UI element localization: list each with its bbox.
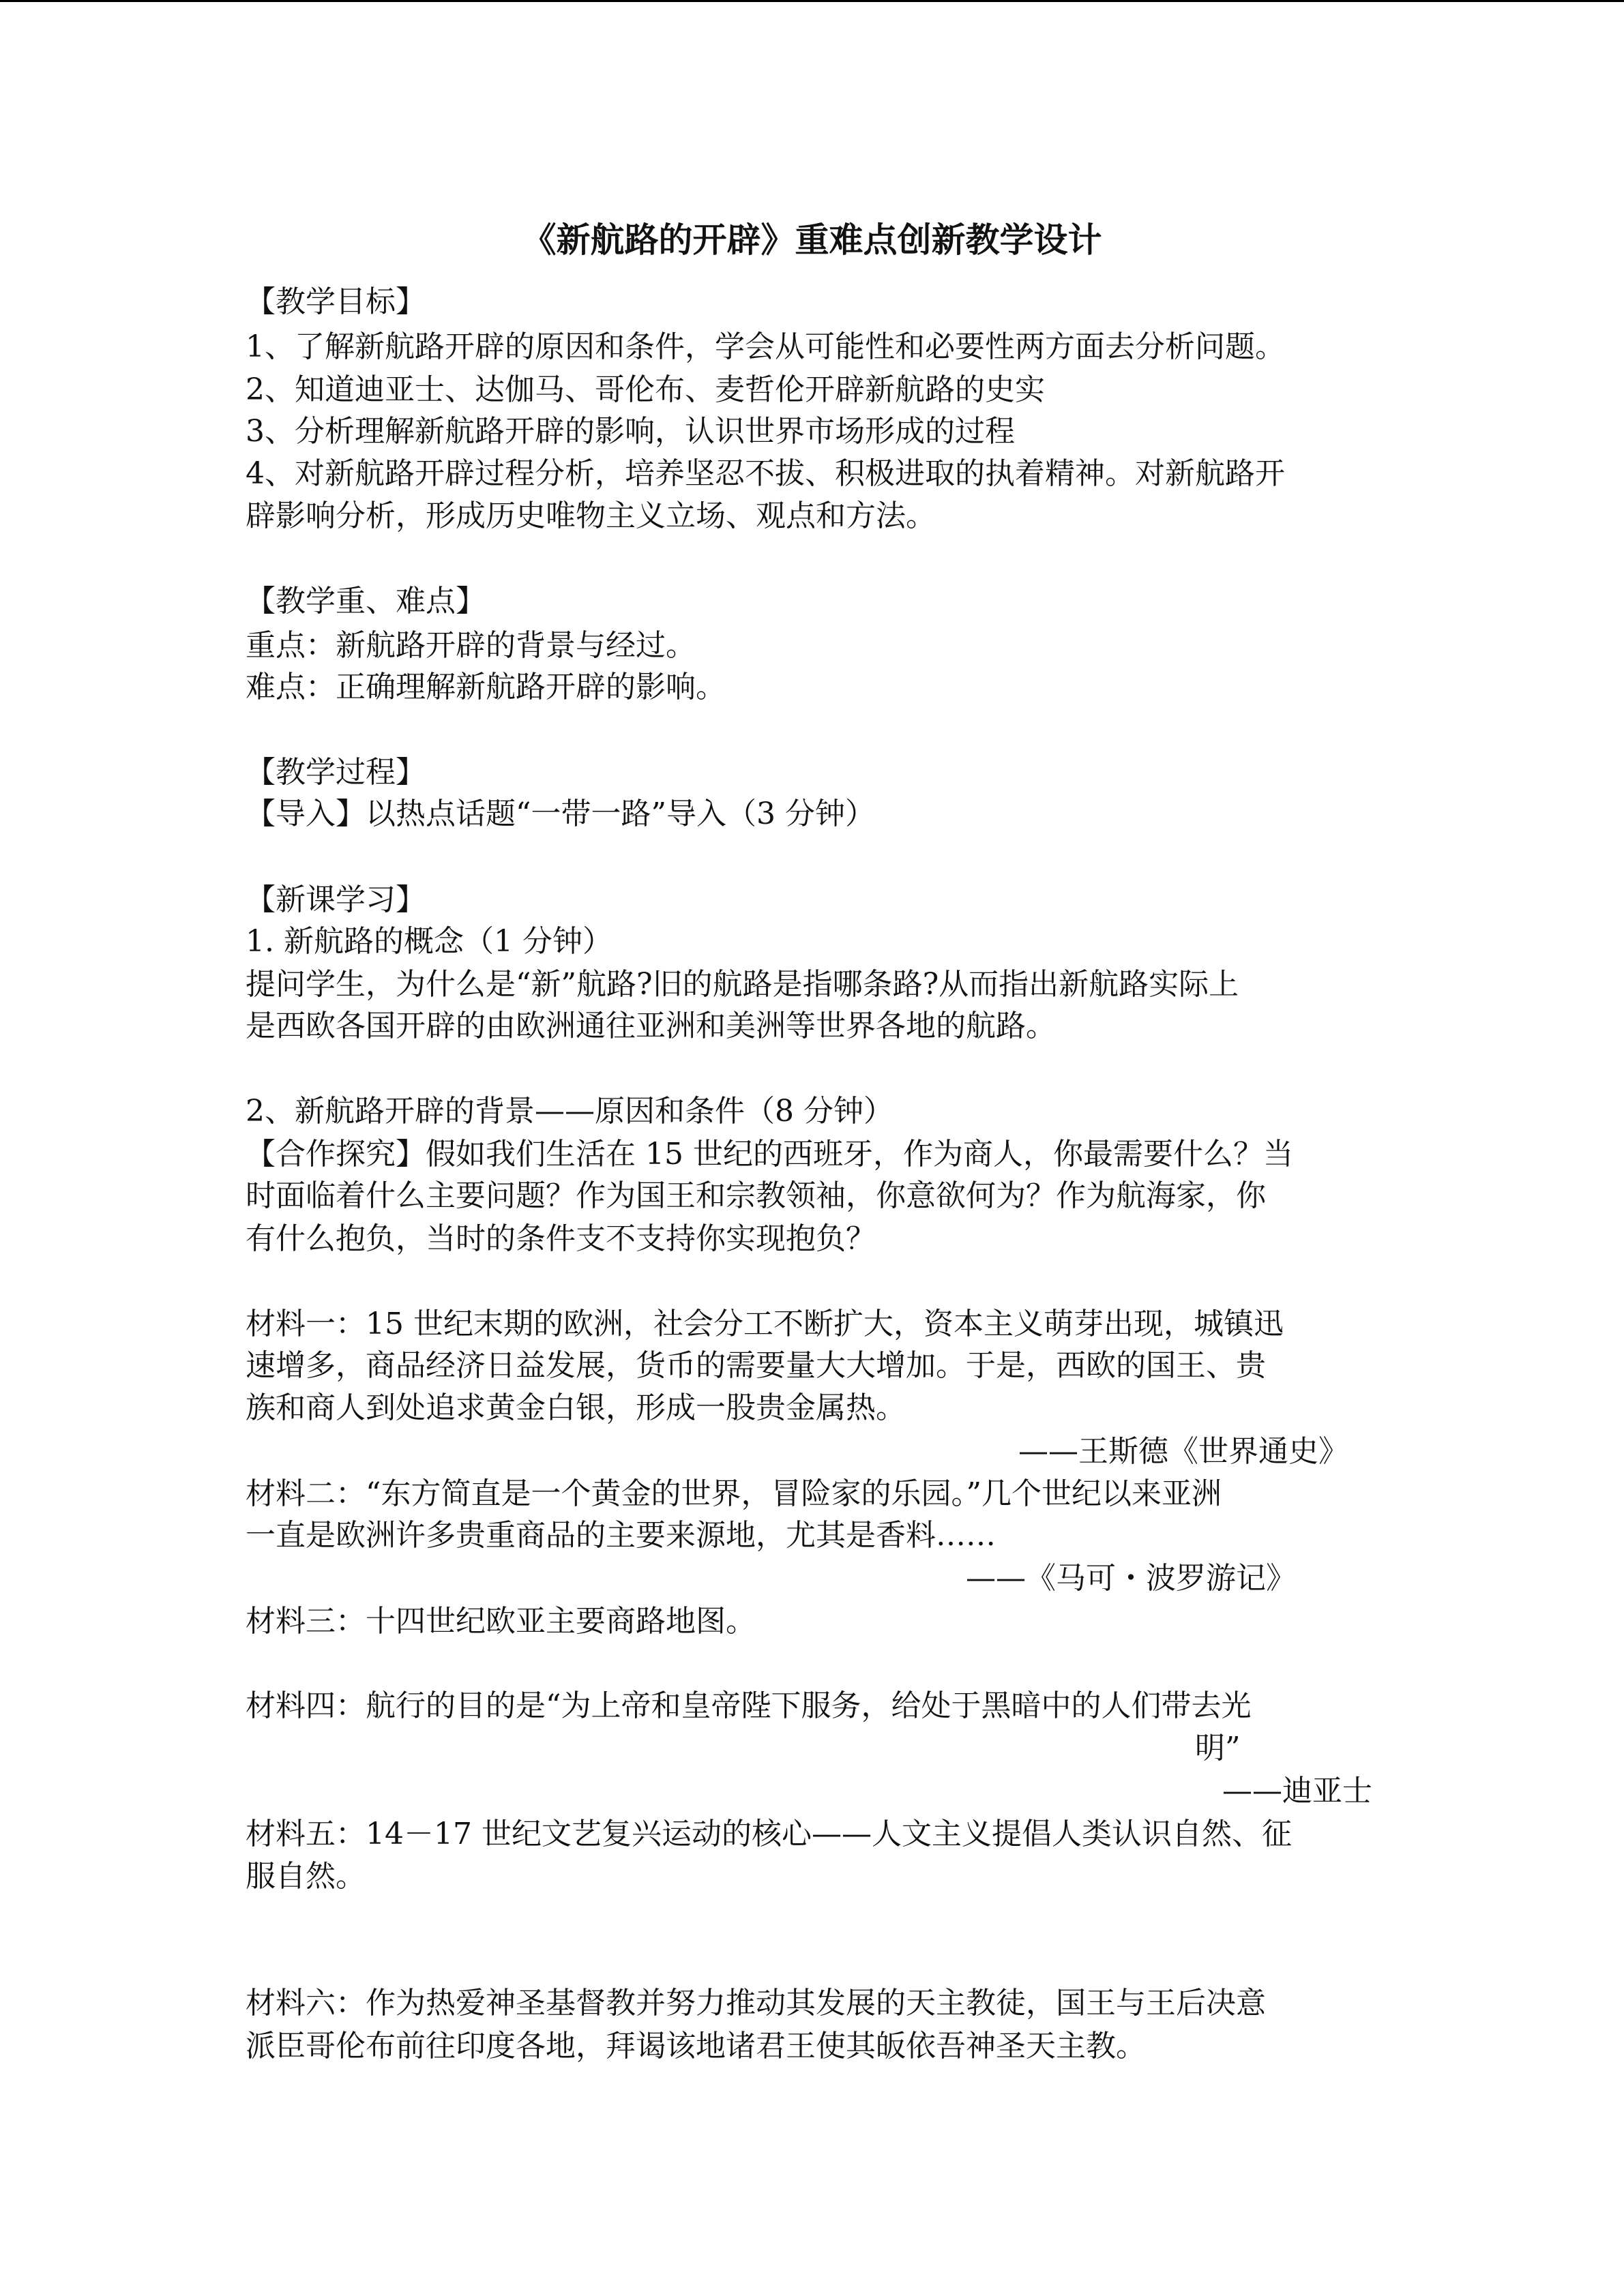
document-title: 《新航路的开辟》重难点创新教学设计 <box>522 220 1102 260</box>
new-lesson-heading: 【新课学习】 <box>246 882 426 917</box>
material-six-line: 派臣哥伦布前往印度各地，拜谒该地诸君王使其皈依吾神圣天主教。 <box>246 2029 1146 2063</box>
material-three-line: 材料三：十四世纪欧亚主要商路地图。 <box>246 1604 756 1639</box>
focus-heading: 【教学重、难点】 <box>246 584 486 618</box>
background-title: 2、新航路开辟的背景——原因和条件（8 分钟） <box>246 1094 894 1129</box>
key-point: 重点：新航路开辟的背景与经过。 <box>246 628 696 663</box>
material-four-line: 材料四：航行的目的是“为上帝和皇帝陛下服务，给处于黑暗中的人们带去光 <box>246 1688 1252 1723</box>
material-one-line: 材料一：15 世纪末期的欧洲，社会分工不断扩大，资本主义萌芽出现，城镇迅 <box>246 1307 1284 1341</box>
goal-line: 4、对新航路开辟过程分析，培养坚忍不拔、积极进取的执着精神。对新航路开 <box>246 456 1285 491</box>
concept-line: 提问学生，为什么是“新”航路?旧的航路是指哪条路?从而指出新航路实际上 <box>246 967 1239 1002</box>
process-heading: 【教学过程】 <box>246 755 426 790</box>
material-two-line: 材料二：“东方简直是一个黄金的世界，冒险家的乐园。”几个世纪以来亚洲 <box>246 1476 1222 1511</box>
concept-title: 1. 新航路的概念（1 分钟） <box>246 924 612 959</box>
material-five-line: 服自然。 <box>246 1859 366 1894</box>
goal-line: 2、知道迪亚士、达伽马、哥伦布、麦哲伦开辟新航路的史实 <box>246 372 1045 407</box>
goals-heading: 【教学目标】 <box>246 284 426 319</box>
material-five-line: 材料五：14－17 世纪文艺复兴运动的核心——人文主义提倡人类认识自然、征 <box>246 1817 1292 1851</box>
intro-line: 【导入】以热点话题“一带一路”导入（3 分钟） <box>246 796 875 831</box>
material-one-line: 族和商人到处追求黄金白银，形成一股贵金属热。 <box>246 1390 906 1425</box>
material-four-continuation: 明” <box>1195 1731 1241 1765</box>
explore-line: 有什么抱负，当时的条件支不支持你实现抱负？ <box>246 1221 876 1256</box>
goal-line: 1、了解新航路开辟的原因和条件，学会从可能性和必要性两方面去分析问题。 <box>246 329 1285 364</box>
explore-line: 【合作探究】假如我们生活在 15 世纪的西班牙，作为商人，你最需要什么？当 <box>246 1137 1293 1172</box>
goal-line: 3、分析理解新航路开辟的影响，认识世界市场形成的过程 <box>246 414 1015 449</box>
goal-line: 辟影响分析，形成历史唯物主义立场、观点和方法。 <box>246 498 936 533</box>
material-one-source: ——王斯德《世界通史》 <box>1018 1434 1348 1469</box>
material-one-line: 速增多，商品经济日益发展，货币的需要量大大增加。于是，西欧的国王、贵 <box>246 1348 1266 1383</box>
material-six-line: 材料六：作为热爱神圣基督教并努力推动其发展的天主教徒，国王与王后决意 <box>246 1986 1266 2021</box>
material-four-source: ——迪亚士 <box>1222 1774 1372 1808</box>
difficult-point: 难点：正确理解新航路开辟的影响。 <box>246 670 726 704</box>
concept-line: 是西欧各国开辟的由欧洲通往亚洲和美洲等世界各地的航路。 <box>246 1009 1056 1043</box>
material-two-source: ——《马可・波罗游记》 <box>966 1561 1296 1596</box>
material-two-line: 一直是欧洲许多贵重商品的主要来源地，尤其是香料…… <box>246 1518 996 1553</box>
explore-line: 时面临着什么主要问题？作为国王和宗教领袖，你意欲何为？作为航海家，你 <box>246 1178 1266 1213</box>
